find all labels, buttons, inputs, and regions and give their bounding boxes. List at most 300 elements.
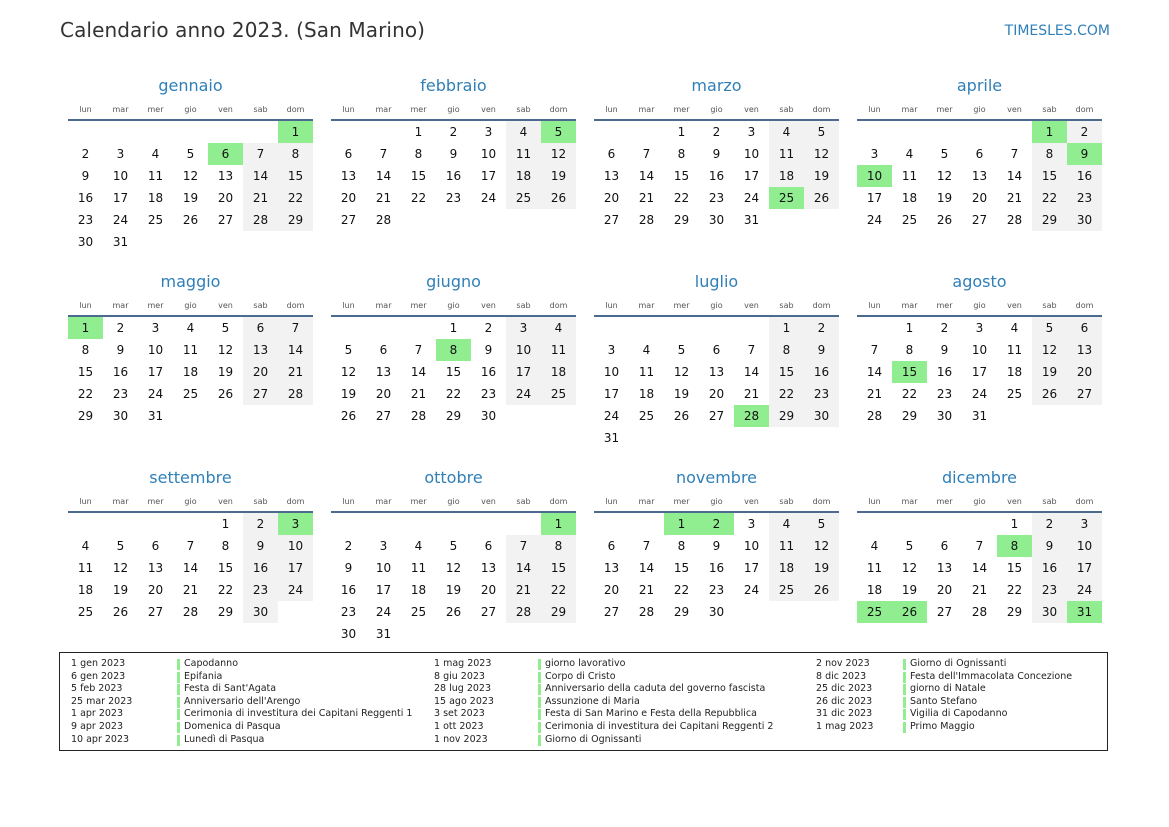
day-cell: 28: [638, 605, 655, 619]
day-cell: 20: [243, 361, 278, 383]
day-cell: 9: [484, 343, 493, 357]
day-cell: 25: [182, 387, 199, 401]
day-cell: 1: [677, 125, 686, 139]
empty-cell: [138, 513, 173, 535]
day-cell: 19: [445, 583, 462, 597]
weekday-label: gio: [447, 301, 460, 310]
day-cell: 26: [182, 213, 199, 227]
day-cell: 26: [340, 409, 357, 423]
day-cell: 13: [147, 561, 164, 575]
day-cell: 25: [541, 383, 576, 405]
day-cell: 17: [112, 191, 129, 205]
day-cell: 14: [1006, 169, 1023, 183]
day-cell: 12: [112, 561, 129, 575]
day-cell: 3: [747, 125, 756, 139]
weekday-label: dom: [812, 497, 831, 506]
day-cell: 4: [541, 317, 576, 339]
weekday-label: lun: [79, 105, 92, 114]
month-gennaio: [68, 72, 313, 268]
day-cell: 24: [866, 213, 883, 227]
day-cell: 25: [769, 579, 804, 601]
legend-marker: [177, 684, 180, 695]
weekday-label: ven: [1007, 497, 1022, 506]
weekday-label: mer: [410, 105, 427, 114]
weekday-label: sab: [253, 301, 268, 310]
weekday-label: mer: [936, 301, 953, 310]
day-cell: 10: [603, 365, 620, 379]
weekday-label: ven: [481, 497, 496, 506]
day-cell: 27: [971, 213, 988, 227]
legend-marker: [177, 697, 180, 708]
day-cell: 24: [743, 583, 760, 597]
day-cell: 20: [147, 583, 164, 597]
day-cell: 3: [975, 321, 984, 335]
weekday-header: [68, 296, 313, 317]
day-cell: 31: [743, 213, 760, 227]
day-cell: 9: [449, 147, 458, 161]
empty-cell: [366, 317, 401, 339]
day-cell: 25: [638, 409, 655, 423]
empty-cell: [927, 121, 962, 143]
day-cell: 13: [480, 561, 497, 575]
day-cell: 28: [1006, 213, 1023, 227]
weekday-label: mar: [901, 105, 918, 114]
weekday-header: [331, 296, 576, 317]
empty-cell: [699, 317, 734, 339]
day-cell: 18: [541, 361, 576, 383]
day-cell: 12: [217, 343, 234, 357]
day-cell: 1: [449, 321, 458, 335]
day-cell: 30: [1067, 209, 1102, 231]
day-cell: 9: [116, 343, 125, 357]
day-cell: 12: [1032, 339, 1067, 361]
day-cell: 19: [340, 387, 357, 401]
legend-marker: [177, 735, 180, 746]
legend-date: 8 dic 2023: [816, 670, 867, 682]
holiday-day-cell: 3: [278, 513, 313, 535]
empty-cell: [366, 513, 401, 535]
day-cell: 5: [677, 343, 686, 357]
day-cell: 31: [971, 409, 988, 423]
day-cell: 30: [708, 213, 725, 227]
day-cell: 11: [147, 169, 164, 183]
day-cell: 16: [480, 365, 497, 379]
day-cell: 3: [870, 147, 879, 161]
day-cell: 12: [673, 365, 690, 379]
day-cell: 15: [673, 169, 690, 183]
legend-date: 10 apr 2023: [71, 733, 130, 745]
day-cell: 28: [243, 209, 278, 231]
day-cell: 13: [971, 169, 988, 183]
day-cell: 3: [116, 147, 125, 161]
holiday-day-cell: 8: [436, 339, 471, 361]
month-marzo: [594, 72, 839, 268]
weekday-label: sab: [253, 497, 268, 506]
day-cell: 3: [379, 539, 388, 553]
day-cell: 21: [410, 387, 427, 401]
month-name: ottobre: [424, 468, 483, 487]
day-cell: 18: [901, 191, 918, 205]
holiday-day-cell: 10: [857, 165, 892, 187]
day-cell: 12: [804, 535, 839, 557]
day-cell: 5: [905, 539, 914, 553]
day-cell: 21: [638, 191, 655, 205]
day-cell: 4: [769, 513, 804, 535]
empty-cell: [629, 121, 664, 143]
day-cell: 2: [81, 147, 90, 161]
day-cell: 26: [112, 605, 129, 619]
empty-cell: [331, 317, 366, 339]
day-cell: 29: [769, 405, 804, 427]
weekday-header: [331, 492, 576, 513]
legend-marker: [538, 697, 541, 708]
day-cell: 3: [607, 343, 616, 357]
day-cell: 19: [804, 165, 839, 187]
empty-cell: [401, 513, 436, 535]
day-cell: 19: [901, 583, 918, 597]
holiday-day-cell: 1: [68, 317, 103, 339]
month-ottobre: [331, 464, 576, 660]
day-cell: 21: [866, 387, 883, 401]
day-cell: 21: [506, 579, 541, 601]
day-cell: 30: [708, 605, 725, 619]
day-cell: 2: [804, 317, 839, 339]
weekday-label: dom: [1075, 497, 1094, 506]
empty-cell: [366, 121, 401, 143]
day-cell: 31: [147, 409, 164, 423]
legend-marker: [903, 684, 906, 695]
day-cell: 2: [344, 539, 353, 553]
day-cell: 10: [480, 147, 497, 161]
day-cell: 14: [278, 339, 313, 361]
day-cell: 17: [147, 365, 164, 379]
day-cell: 1: [1010, 517, 1019, 531]
day-cell: 24: [971, 387, 988, 401]
day-cell: 14: [375, 169, 392, 183]
day-cell: 24: [506, 383, 541, 405]
weekday-label: mer: [673, 105, 690, 114]
legend-date: 2 nov 2023: [816, 658, 870, 669]
weekday-header: [857, 492, 1102, 513]
day-cell: 2: [116, 321, 125, 335]
weekday-label: lun: [342, 105, 355, 114]
day-cell: 8: [81, 343, 90, 357]
day-cell: 11: [506, 143, 541, 165]
day-cell: 8: [541, 535, 576, 557]
weekday-label: sab: [516, 301, 531, 310]
day-cell: 19: [936, 191, 953, 205]
day-cell: 2: [712, 125, 721, 139]
day-cell: 3: [1067, 513, 1102, 535]
weekday-label: ven: [744, 497, 759, 506]
day-cell: 17: [743, 561, 760, 575]
empty-cell: [962, 513, 997, 535]
legend-date: 1 apr 2023: [71, 708, 124, 720]
day-cell: 23: [1067, 187, 1102, 209]
day-cell: 15: [445, 365, 462, 379]
weekday-label: mar: [638, 497, 655, 506]
holiday-day-cell: 25: [769, 187, 804, 209]
holiday-day-cell: 2: [699, 513, 734, 535]
day-cell: 27: [708, 409, 725, 423]
day-cell: 5: [804, 121, 839, 143]
day-cell: 6: [1067, 317, 1102, 339]
weekday-label: gio: [184, 497, 197, 506]
day-cell: 25: [506, 187, 541, 209]
day-cell: 8: [221, 539, 230, 553]
empty-cell: [68, 513, 103, 535]
day-cell: 10: [971, 343, 988, 357]
day-cell: 30: [1032, 601, 1067, 623]
weekday-label: mer: [936, 105, 953, 114]
weekday-label: dom: [812, 301, 831, 310]
day-cell: 9: [243, 535, 278, 557]
day-cell: 1: [414, 125, 423, 139]
weekday-label: lun: [868, 497, 881, 506]
day-cell: 16: [1067, 165, 1102, 187]
day-cell: 27: [603, 605, 620, 619]
month-luglio: [594, 268, 839, 464]
empty-cell: [857, 121, 892, 143]
day-cell: 3: [747, 517, 756, 531]
month-febbraio: [331, 72, 576, 268]
weekday-label: ven: [218, 105, 233, 114]
legend-marker: [538, 684, 541, 695]
day-cell: 14: [638, 169, 655, 183]
legend-holiday-name: Lunedì di Pasqua: [184, 733, 265, 745]
day-cell: 16: [112, 365, 129, 379]
legend-marker: [177, 672, 180, 683]
day-cell: 13: [936, 561, 953, 575]
weekday-label: sab: [253, 105, 268, 114]
day-cell: 4: [905, 147, 914, 161]
month-name: marzo: [691, 76, 742, 95]
day-cell: 28: [971, 605, 988, 619]
weekday-label: lun: [605, 497, 618, 506]
day-cell: 18: [147, 191, 164, 205]
day-cell: 5: [804, 513, 839, 535]
weekday-label: sab: [1042, 301, 1057, 310]
month-giugno: [331, 268, 576, 464]
day-cell: 29: [673, 605, 690, 619]
day-cell: 6: [344, 147, 353, 161]
legend-date: 25 dic 2023: [816, 683, 873, 695]
day-cell: 23: [1032, 579, 1067, 601]
weekday-label: ven: [218, 497, 233, 506]
day-cell: 21: [743, 387, 760, 401]
day-cell: 13: [603, 169, 620, 183]
day-cell: 11: [1006, 343, 1023, 357]
day-cell: 26: [445, 605, 462, 619]
day-cell: 8: [278, 143, 313, 165]
legend-holiday-name: Anniversario dell'Arengo: [184, 695, 301, 707]
legend-marker: [538, 672, 541, 683]
day-cell: 22: [1006, 583, 1023, 597]
weekday-header: [857, 296, 1102, 317]
month-aprile: [857, 72, 1102, 268]
legend-date: 15 ago 2023: [434, 695, 494, 707]
day-cell: 7: [747, 343, 756, 357]
legend-holiday-name: Giorno di Ognissanti: [910, 658, 1007, 669]
day-cell: 25: [147, 213, 164, 227]
day-cell: 8: [677, 539, 686, 553]
day-cell: 22: [77, 387, 94, 401]
legend-date: 26 dic 2023: [816, 695, 873, 707]
weekday-label: gio: [710, 497, 723, 506]
day-cell: 9: [712, 539, 721, 553]
legend-holiday-name: Giorno di Ognissanti: [545, 733, 642, 745]
day-cell: 14: [638, 561, 655, 575]
day-cell: 19: [112, 583, 129, 597]
empty-cell: [857, 513, 892, 535]
day-cell: 16: [1032, 557, 1067, 579]
day-cell: 15: [410, 169, 427, 183]
day-cell: 28: [638, 213, 655, 227]
weekday-label: lun: [605, 105, 618, 114]
day-cell: 15: [769, 361, 804, 383]
day-cell: 11: [901, 169, 918, 183]
day-cell: 24: [1067, 579, 1102, 601]
weekday-label: gio: [447, 497, 460, 506]
day-grid: [331, 121, 576, 231]
day-cell: 7: [506, 535, 541, 557]
day-cell: 23: [936, 387, 953, 401]
weekday-label: dom: [812, 105, 831, 114]
empty-cell: [103, 513, 138, 535]
day-cell: 5: [1032, 317, 1067, 339]
holiday-day-cell: 25: [857, 601, 892, 623]
day-cell: 6: [379, 343, 388, 357]
day-cell: 11: [77, 561, 94, 575]
day-cell: 17: [866, 191, 883, 205]
legend-holiday-name: Cerimonia di investitura dei Capitani Reggenti 2: [545, 720, 774, 732]
day-cell: 13: [217, 169, 234, 183]
day-cell: 29: [673, 213, 690, 227]
month-name: settembre: [149, 468, 232, 487]
empty-cell: [892, 513, 927, 535]
day-cell: 17: [375, 583, 392, 597]
legend-date: 25 mar 2023: [71, 695, 133, 707]
day-cell: 23: [708, 191, 725, 205]
weekday-header: [68, 100, 313, 121]
empty-cell: [208, 121, 243, 143]
day-cell: 7: [870, 343, 879, 357]
day-cell: 2: [1067, 121, 1102, 143]
day-cell: 27: [243, 383, 278, 405]
day-cell: 6: [607, 147, 616, 161]
day-cell: 12: [804, 143, 839, 165]
day-cell: 7: [414, 343, 423, 357]
month-name: agosto: [952, 272, 1007, 291]
day-cell: 7: [642, 147, 651, 161]
empty-cell: [173, 121, 208, 143]
legend-date: 1 mag 2023: [816, 720, 874, 732]
day-cell: 26: [804, 187, 839, 209]
day-cell: 28: [278, 383, 313, 405]
day-cell: 8: [905, 343, 914, 357]
day-cell: 7: [379, 147, 388, 161]
weekday-label: lun: [342, 497, 355, 506]
day-cell: 27: [480, 605, 497, 619]
weekday-label: gio: [710, 105, 723, 114]
day-cell: 26: [217, 387, 234, 401]
holiday-day-cell: 1: [278, 121, 313, 143]
day-cell: 22: [278, 187, 313, 209]
legend-marker: [538, 709, 541, 720]
month-name: maggio: [160, 272, 221, 291]
weekday-label: dom: [549, 301, 568, 310]
day-cell: 18: [1006, 365, 1023, 379]
day-cell: 19: [217, 365, 234, 379]
day-cell: 10: [112, 169, 129, 183]
day-cell: 6: [243, 317, 278, 339]
empty-cell: [629, 513, 664, 535]
day-cell: 31: [112, 235, 129, 249]
day-cell: 2: [940, 321, 949, 335]
day-cell: 8: [769, 339, 804, 361]
page-title: Calendario anno 2023. (San Marino): [60, 18, 426, 42]
legend-holiday-name: Festa dell'Immacolata Concezione: [910, 670, 1073, 682]
day-cell: 20: [936, 583, 953, 597]
legend-date: 28 lug 2023: [434, 683, 491, 695]
day-cell: 14: [182, 561, 199, 575]
day-cell: 4: [642, 343, 651, 357]
day-cell: 14: [866, 365, 883, 379]
day-cell: 28: [375, 213, 392, 227]
weekday-label: mar: [112, 301, 129, 310]
month-name: novembre: [675, 468, 758, 487]
day-cell: 1: [905, 321, 914, 335]
empty-cell: [331, 121, 366, 143]
legend-marker: [903, 722, 906, 733]
months-grid: [68, 72, 1102, 660]
day-cell: 16: [804, 361, 839, 383]
legend-marker: [903, 709, 906, 720]
holiday-day-cell: 1: [541, 513, 576, 535]
weekday-label: dom: [286, 105, 305, 114]
day-cell: 14: [971, 561, 988, 575]
day-cell: 5: [940, 147, 949, 161]
legend-date: 1 mag 2023: [434, 658, 492, 669]
day-cell: 23: [243, 579, 278, 601]
day-cell: 2: [484, 321, 493, 335]
day-cell: 20: [603, 191, 620, 205]
weekday-label: ven: [481, 105, 496, 114]
day-cell: 15: [77, 365, 94, 379]
legend-date: 3 set 2023: [434, 708, 485, 720]
weekday-label: gio: [184, 105, 197, 114]
month-name: giugno: [426, 272, 481, 291]
legend-date: 1 gen 2023: [71, 658, 126, 669]
brand-link[interactable]: TIMESLES.COM: [1004, 23, 1110, 39]
day-cell: 22: [901, 387, 918, 401]
day-cell: 12: [936, 169, 953, 183]
month-name: gennaio: [158, 76, 223, 95]
legend-holiday-name: Epifania: [184, 670, 223, 682]
day-cell: 28: [182, 605, 199, 619]
day-cell: 20: [1067, 361, 1102, 383]
day-cell: 13: [603, 561, 620, 575]
month-name: febbraio: [420, 76, 487, 95]
legend-marker: [903, 659, 906, 670]
day-cell: 26: [1032, 383, 1067, 405]
weekday-label: mar: [901, 497, 918, 506]
day-cell: 17: [603, 387, 620, 401]
day-cell: 2: [243, 513, 278, 535]
legend-holiday-name: giorno lavorativo: [545, 658, 626, 669]
weekday-label: sab: [779, 105, 794, 114]
day-cell: 16: [708, 561, 725, 575]
